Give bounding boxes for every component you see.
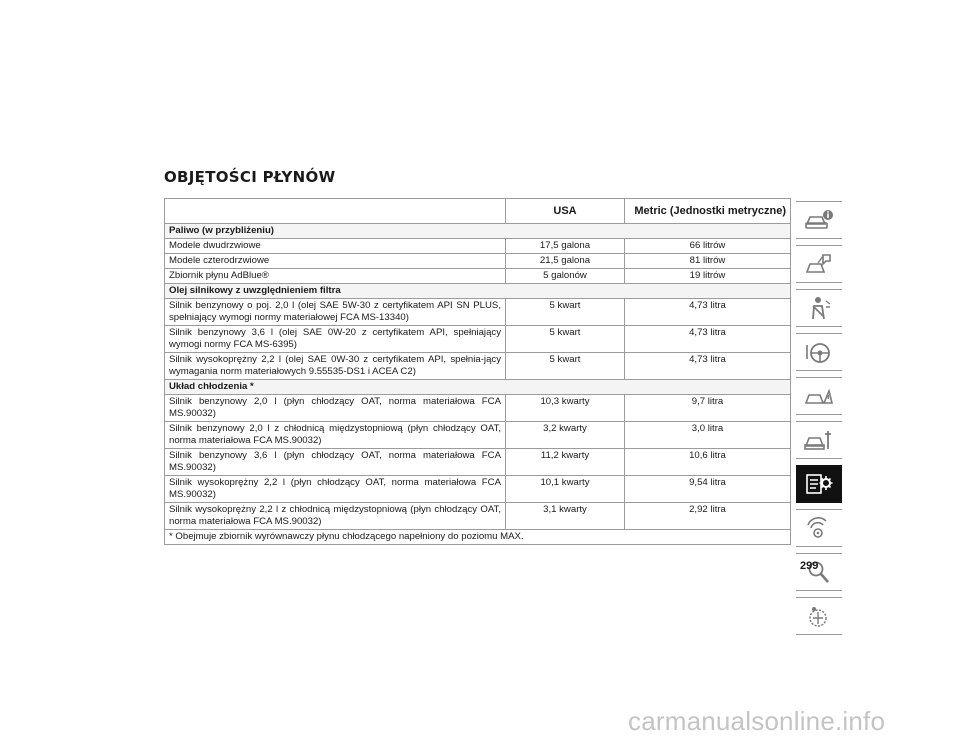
car-warning-icon: [804, 251, 834, 277]
row-description: Silnik benzynowy 2,0 l z chłodnicą międzystopniową (płyn chłodzący OAT, norma materiałowa FCA MS.90032): [165, 422, 506, 449]
row-usa-value: 21,5 galona: [506, 254, 625, 269]
section-title: Układ chłodzenia *: [165, 380, 791, 395]
row-description: Silnik wysokoprężny 2,2 l (olej SAE 0W-30 z certyfikatem API, spełnia-jący wymagania norm materiałowych 9.55535-DS1 i ACEA C2): [165, 353, 506, 380]
chapter-tabs: [796, 201, 842, 641]
multimedia-icon: [804, 515, 834, 541]
tab-car-warning[interactable]: [796, 245, 842, 283]
tab-emergency[interactable]: [796, 377, 842, 415]
table-row: [165, 254, 791, 269]
row-metric-value: 4,73 litra: [625, 299, 791, 326]
tab-index[interactable]: [796, 553, 842, 591]
table-row: [165, 353, 791, 380]
page-title: OBJĘTOŚCI PŁYNÓW: [164, 168, 336, 186]
table-row: [165, 326, 791, 353]
row-metric-value: 9,7 litra: [625, 395, 791, 422]
row-description: Zbiornik płynu AdBlue®: [165, 269, 506, 284]
row-usa-value: 5 kwart: [506, 353, 625, 380]
car-info-icon: [804, 207, 834, 233]
tab-specifications[interactable]: [796, 465, 842, 503]
row-metric-value: 10,6 litra: [625, 449, 791, 476]
section-title: Paliwo (w przybliżeniu): [165, 224, 791, 239]
row-metric-value: 4,73 litra: [625, 326, 791, 353]
row-description: Silnik benzynowy 2,0 l (płyn chłodzący OAT, norma materiałowa FCA MS.90032): [165, 395, 506, 422]
row-usa-value: 5 galonów: [506, 269, 625, 284]
row-description: Modele czterodrzwiowe: [165, 254, 506, 269]
table-row: [165, 395, 791, 422]
row-usa-value: 5 kwart: [506, 326, 625, 353]
section-row-cooling: [165, 380, 791, 395]
row-metric-value: 4,73 litra: [625, 353, 791, 380]
specifications-gear-icon: [804, 471, 834, 497]
table-header-row: [165, 199, 791, 224]
row-usa-value: 10,3 kwarty: [506, 395, 625, 422]
page-number: 299: [800, 560, 819, 572]
tab-car-info[interactable]: [796, 201, 842, 239]
table-row: [165, 476, 791, 503]
header-usa: USA: [506, 199, 625, 224]
car-service-icon: [804, 427, 834, 453]
table-row: [165, 299, 791, 326]
row-usa-value: 10,1 kwarty: [506, 476, 625, 503]
languages-icon: [804, 603, 834, 629]
table-row: [165, 239, 791, 254]
footnote-row: [165, 530, 791, 545]
row-metric-value: 3,0 litra: [625, 422, 791, 449]
seatbelt-safety-icon: [804, 295, 834, 321]
tab-multimedia[interactable]: [796, 509, 842, 547]
row-metric-value: 66 litrów: [625, 239, 791, 254]
row-description: Silnik benzynowy o poj. 2,0 l (olej SAE 5W-30 z certyfikatem API SN PLUS, spełniający wymogi normy materiałowej FCA MS-13340): [165, 299, 506, 326]
row-usa-value: 3,1 kwarty: [506, 503, 625, 530]
watermark: carmanualsonline.info: [628, 706, 886, 736]
row-description: Silnik benzynowy 3,6 l (olej SAE 0W-20 z certyfikatem API, spełniający wymogi normy FCA MS-6395): [165, 326, 506, 353]
table-row: [165, 449, 791, 476]
table-row: [165, 269, 791, 284]
row-description: Silnik benzynowy 3,6 l (płyn chłodzący OAT, norma materiałowa FCA MS.90032): [165, 449, 506, 476]
row-metric-value: 19 litrów: [625, 269, 791, 284]
tab-driving[interactable]: [796, 333, 842, 371]
row-usa-value: 5 kwart: [506, 299, 625, 326]
fluid-capacities-table: [164, 198, 791, 545]
car-crash-icon: [804, 383, 834, 409]
row-description: Silnik wysokoprężny 2,2 l z chłodnicą międzystopniową (płyn chłodzący OAT, norma materiałowa FCA MS.90032): [165, 503, 506, 530]
header-metric: Metric (Jednostki metryczne): [625, 199, 791, 224]
table-row: [165, 422, 791, 449]
row-description: Silnik wysokoprężny 2,2 l (płyn chłodzący OAT, norma materiałowa FCA MS.90032): [165, 476, 506, 503]
row-description: Modele dwudrzwiowe: [165, 239, 506, 254]
section-title: Olej silnikowy z uwzględnieniem filtra: [165, 284, 791, 299]
tab-service[interactable]: [796, 421, 842, 459]
row-usa-value: 3,2 kwarty: [506, 422, 625, 449]
section-row-fuel: [165, 224, 791, 239]
row-usa-value: 17,5 galona: [506, 239, 625, 254]
row-usa-value: 11,2 kwarty: [506, 449, 625, 476]
row-metric-value: 9,54 litra: [625, 476, 791, 503]
table-row: [165, 503, 791, 530]
steering-wheel-icon: [804, 339, 834, 365]
tab-languages[interactable]: [796, 597, 842, 635]
tab-safety[interactable]: [796, 289, 842, 327]
row-metric-value: 81 litrów: [625, 254, 791, 269]
footnote: * Obejmuje zbiornik wyrównawczy płynu chłodzącego napełniony do poziomu MAX.: [165, 530, 791, 545]
row-metric-value: 2,92 litra: [625, 503, 791, 530]
header-description: [165, 199, 506, 224]
section-row-oil: [165, 284, 791, 299]
